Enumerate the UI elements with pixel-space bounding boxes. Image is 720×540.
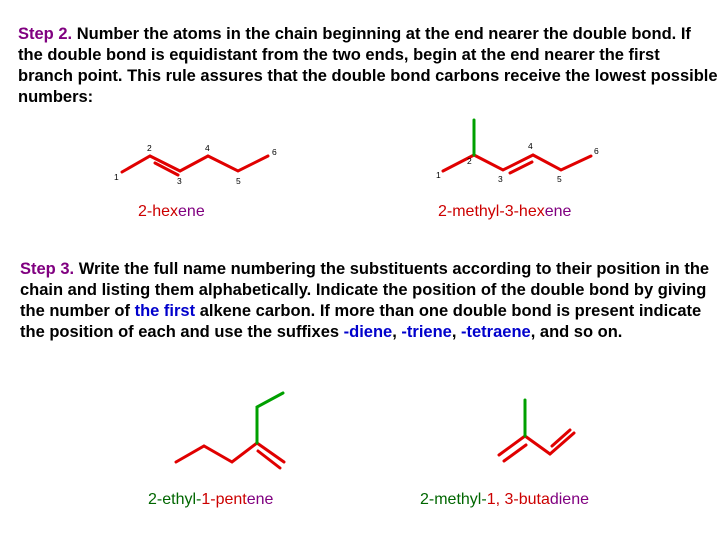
ethylpentene-double-bond xyxy=(258,451,280,468)
suffix-triene: -triene xyxy=(401,323,452,341)
hexene-atom-5: 5 xyxy=(236,176,241,186)
step2-text: Number the atoms in the chain beginning at the end nearer the double bond. If the double bond is equidistant from the two ends, begin at the end nearer the first branch point. This rule assures that the double bond carbons receive the lowest possible numbers: xyxy=(18,25,718,106)
methylhexene-atom-4: 4 xyxy=(528,141,533,151)
hexene-structure xyxy=(110,140,290,190)
suffix-diene: -diene xyxy=(343,323,393,341)
methylhexene-atom-6: 6 xyxy=(594,146,599,156)
methylhexene-atom-2: 2 xyxy=(467,156,472,166)
hexene-name: 2-hexene xyxy=(138,203,205,220)
methylhexene-atom-3: 3 xyxy=(498,174,503,184)
ethylpentene-ethyl xyxy=(257,393,283,443)
ethylpentene-name: 2-ethyl-1-pentene xyxy=(148,491,274,508)
hexene-atom-6: 6 xyxy=(272,147,277,157)
step3-label: Step 3. xyxy=(20,260,75,278)
hexene-atom-2: 2 xyxy=(147,143,152,153)
suffix-tetraene: -tetraene xyxy=(461,323,531,341)
methylhexene-structure xyxy=(430,115,610,190)
step2-label: Step 2. xyxy=(18,25,73,43)
methylhexene-name: 2-methyl-3-hexene xyxy=(438,203,572,220)
hexene-chain xyxy=(122,156,268,172)
methylbutadiene-c1-c2 xyxy=(499,436,525,455)
hexene-atom-1: 1 xyxy=(114,172,119,182)
hexene-atom-3: 3 xyxy=(177,176,182,186)
step2-paragraph xyxy=(18,24,718,108)
methylhexene-atom-1: 1 xyxy=(436,170,441,180)
methylhexene-atom-5: 5 xyxy=(557,174,562,184)
the-first-highlight: the first xyxy=(134,302,196,320)
step3-paragraph: Step 3. Write the full name numbering the substituents according to their position in the chain and listing them alphabetically. Indicate the position of the double bond by giving the number of the first alkene carbon. If more than one double bond is present indicate the position of each and use the suffixes -diene, -triene, -tetraene, and so on. xyxy=(20,260,710,341)
methylbutadiene-name: 2-methyl-1, 3-butadiene xyxy=(420,491,589,508)
methylbutadiene-structure xyxy=(488,390,583,465)
methylbutadiene-c2-c3 xyxy=(525,436,550,454)
ethylpentene-structure xyxy=(165,385,295,475)
ethylpentene-chain xyxy=(176,443,257,462)
hexene-atom-4: 4 xyxy=(205,143,210,153)
